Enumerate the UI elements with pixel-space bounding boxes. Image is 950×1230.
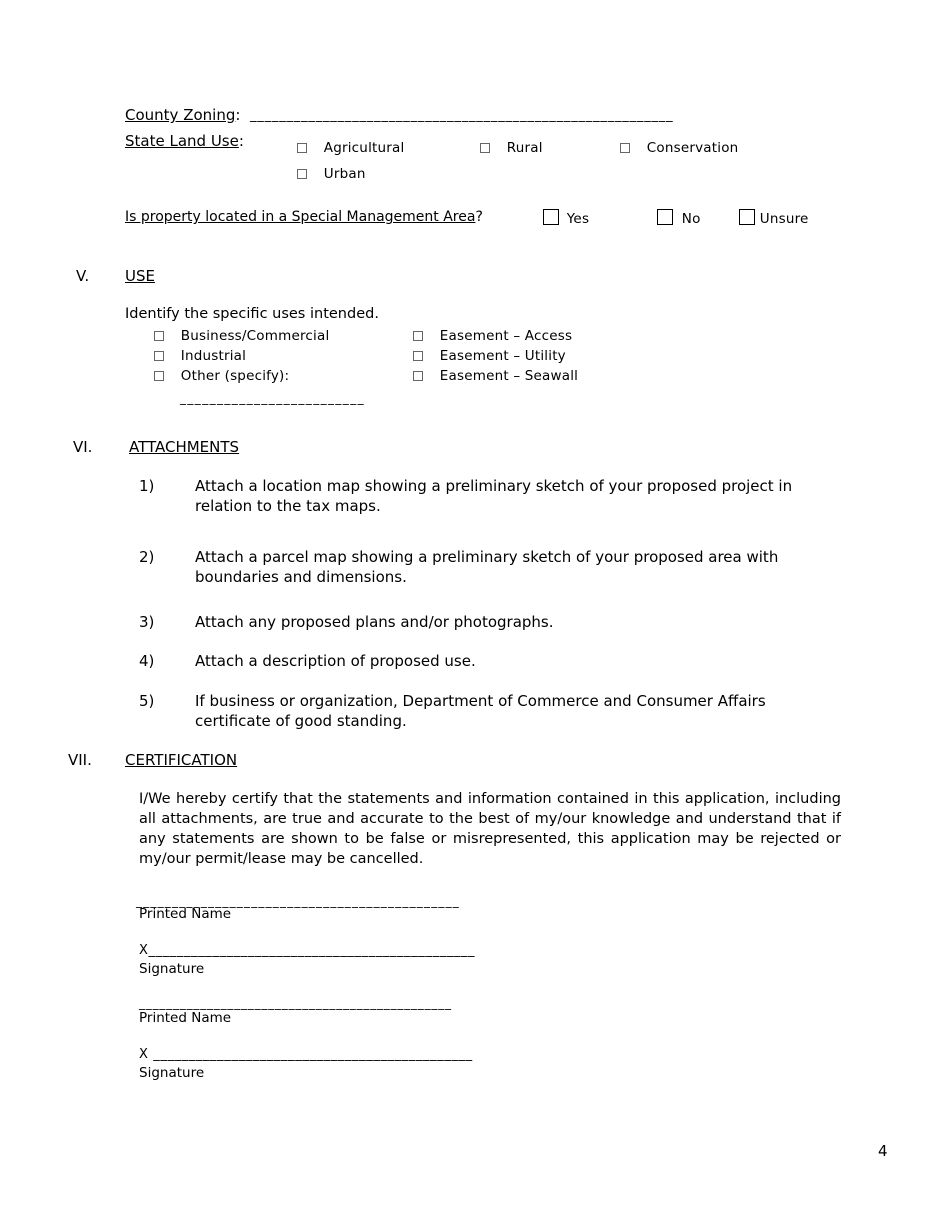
use-prompt: Identify the specific uses intended. xyxy=(125,306,379,322)
state-land-use-colon: : xyxy=(238,132,244,150)
item-text: Attach a parcel map showing a preliminary sketch of your proposed area with boundaries and dimensions. xyxy=(195,548,779,586)
section-vii-numeral: VII. xyxy=(68,751,92,769)
use-easement-access[interactable] xyxy=(413,326,572,344)
section-v-heading: USE xyxy=(125,267,155,285)
option-conservation[interactable] xyxy=(620,138,738,156)
option-label: Conservation xyxy=(646,140,739,156)
checkbox-icon[interactable] xyxy=(413,371,423,381)
checkbox-icon[interactable] xyxy=(739,209,755,225)
item-number: 2) xyxy=(139,548,155,566)
county-zoning-input[interactable]: __________________________________________________________ xyxy=(250,108,674,123)
option-label: Rural xyxy=(506,140,543,156)
use-easement-seawall[interactable] xyxy=(413,366,578,384)
sma-yes-label: Yes xyxy=(566,211,590,227)
checkbox-icon[interactable] xyxy=(657,209,673,225)
option-urban[interactable] xyxy=(297,164,366,182)
item-number: 1) xyxy=(139,477,155,495)
signature-label-1: Signature xyxy=(139,961,205,977)
item-number: 5) xyxy=(139,692,155,710)
use-other[interactable] xyxy=(154,366,289,384)
use-option-label: Industrial xyxy=(180,348,247,364)
signature-line-1[interactable]: X______________________________________________ xyxy=(139,943,476,958)
checkbox-icon[interactable] xyxy=(154,331,164,341)
checkbox-icon[interactable] xyxy=(154,351,164,361)
use-option-label: Easement – Seawall xyxy=(439,368,579,384)
section-vi-numeral: VI. xyxy=(73,438,93,456)
county-zoning-text: County Zoning xyxy=(125,106,236,124)
use-option-label: Easement – Utility xyxy=(439,348,566,364)
checkbox-icon[interactable] xyxy=(297,143,307,153)
sma-question-text: Is property located in a Special Management Area xyxy=(125,209,476,225)
county-zoning-label xyxy=(125,106,240,124)
sma-question xyxy=(125,209,483,225)
option-label: Urban xyxy=(323,166,366,182)
option-rural[interactable] xyxy=(480,138,543,156)
state-land-use-label xyxy=(125,132,244,150)
use-other-input[interactable]: _________________________ xyxy=(180,391,365,405)
item-text: Attach a description of proposed use. xyxy=(195,652,476,670)
state-land-use-text: State Land Use xyxy=(125,132,239,150)
certification-statement: I/We hereby certify that the statements and information contained in this application, including all attachments, are true and accurate to the best of my/our knowledge and understand that if any statements are shown to be false or misrepresented, this application may be rejected or my/our permit/lease may be cancelled. xyxy=(139,791,841,867)
section-vi-heading: ATTACHMENTS xyxy=(129,438,240,456)
option-agricultural[interactable] xyxy=(297,138,404,156)
use-industrial[interactable] xyxy=(154,346,246,364)
use-business[interactable] xyxy=(154,326,329,344)
signature-label-2: Signature xyxy=(139,1065,205,1081)
printed-name-line-2[interactable]: ______________________________________________ xyxy=(139,996,452,1010)
printed-name-line-1[interactable]: _____________________________________________ xyxy=(136,894,460,908)
county-zoning-colon: : xyxy=(235,106,241,124)
checkbox-icon[interactable] xyxy=(154,371,164,381)
checkbox-icon[interactable] xyxy=(413,331,423,341)
checkbox-icon[interactable] xyxy=(413,351,423,361)
option-label: Agricultural xyxy=(323,140,405,156)
page-number: 4 xyxy=(878,1142,888,1160)
section-vii-heading: CERTIFICATION xyxy=(125,751,238,769)
item-number: 4) xyxy=(139,652,155,670)
printed-name-label-1: Printed Name xyxy=(139,906,232,922)
checkbox-icon[interactable] xyxy=(543,209,559,225)
item-text: Attach any proposed plans and/or photographs. xyxy=(195,613,554,631)
sma-yes[interactable] xyxy=(543,209,589,227)
checkbox-icon[interactable] xyxy=(480,143,490,153)
use-easement-utility[interactable] xyxy=(413,346,566,364)
use-option-label: Easement – Access xyxy=(439,328,573,344)
sma-unsure[interactable] xyxy=(739,209,809,227)
signature-line-2[interactable]: X _____________________________________________ xyxy=(139,1047,473,1062)
checkbox-icon[interactable] xyxy=(620,143,630,153)
item-text: Attach a location map showing a preliminary sketch of your proposed project in relation to the tax maps. xyxy=(195,477,793,515)
use-option-label: Business/Commercial xyxy=(180,328,330,344)
sma-question-mark: ? xyxy=(475,209,483,225)
sma-unsure-label: Unsure xyxy=(759,211,809,227)
section-v-numeral: V. xyxy=(76,267,90,285)
item-number: 3) xyxy=(139,613,155,631)
sma-no[interactable] xyxy=(657,209,701,227)
checkbox-icon[interactable] xyxy=(297,169,307,179)
item-text: If business or organization, Department of Commerce and Consumer Affairs certificate of good standing. xyxy=(195,692,766,730)
printed-name-label-2: Printed Name xyxy=(139,1010,232,1026)
use-option-label: Other (specify): xyxy=(180,368,290,384)
sma-no-label: No xyxy=(681,211,701,227)
